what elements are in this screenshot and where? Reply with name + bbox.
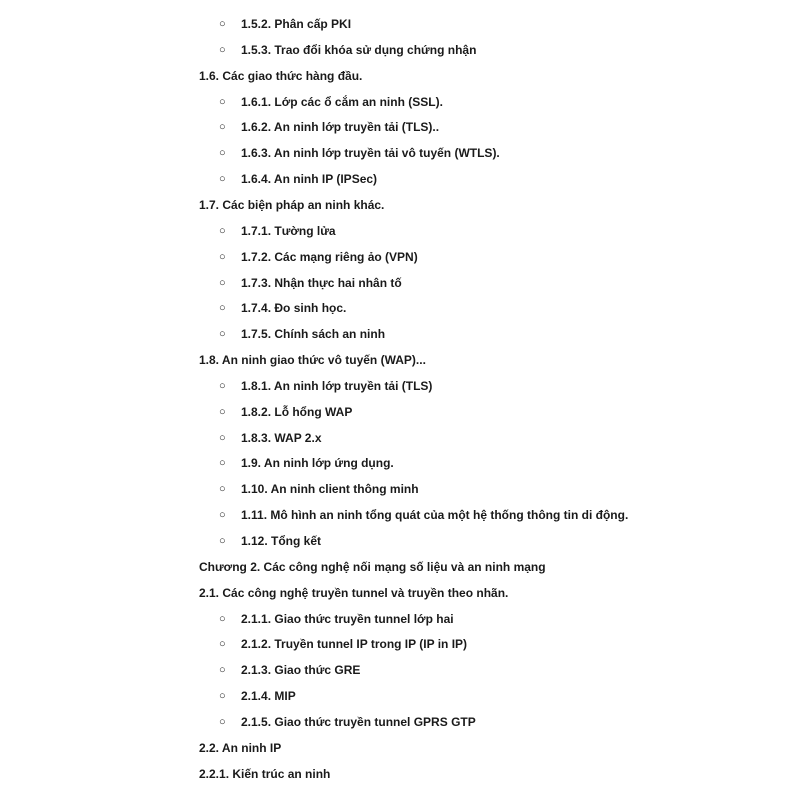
toc-entry-text: 1.7.2. Các mạng riêng ảo (VPN) xyxy=(241,250,418,264)
toc-entry-text: 1.7.4. Đo sinh học. xyxy=(241,301,347,315)
bullet-circle-icon: ○ xyxy=(219,96,226,108)
bullet-circle-icon: ○ xyxy=(219,147,226,159)
toc-entry-text: 2.1.4. MIP xyxy=(241,689,296,703)
bullet-circle-icon: ○ xyxy=(219,432,226,444)
bullet-circle-icon: ○ xyxy=(219,277,226,289)
toc-entry-text: 1.6.3. An ninh lớp truyền tải vô tuyến (WTLS). xyxy=(241,146,500,160)
bullet-circle-icon: ○ xyxy=(219,509,226,521)
toc-entry-text: 1.8.1. An ninh lớp truyền tải (TLS) xyxy=(241,379,433,393)
toc-entry-text: 1.7.5. Chính sách an ninh xyxy=(241,327,386,341)
toc-entry-text: 2.1.3. Giao thức GRE xyxy=(241,663,361,677)
toc-entry-text: 1.7.3. Nhận thực hai nhân tố xyxy=(241,276,402,290)
bullet-circle-icon: ○ xyxy=(219,535,226,547)
toc-entry-text: 1.8.3. WAP 2.x xyxy=(241,431,322,445)
toc-entry-text: 1.6.2. An ninh lớp truyền tải (TLS).. xyxy=(241,120,440,134)
toc-entry-text: 1.6.1. Lớp các ổ cắm an ninh (SSL). xyxy=(241,95,443,109)
bullet-circle-icon: ○ xyxy=(219,18,226,30)
bullet-circle-icon: ○ xyxy=(219,225,226,237)
bullet-circle-icon: ○ xyxy=(219,406,226,418)
toc-entry-text: 1.7. Các biện pháp an ninh khác. xyxy=(199,198,385,212)
bullet-circle-icon: ○ xyxy=(219,457,226,469)
toc-entry-text: 1.8. An ninh giao thức vô tuyến (WAP)... xyxy=(199,353,426,367)
bullet-circle-icon: ○ xyxy=(219,483,226,495)
toc-entry-text: 2.1.5. Giao thức truyền tunnel GPRS GTP xyxy=(241,715,476,729)
toc-entry-text: 1.12. Tổng kết xyxy=(241,534,322,548)
toc-entry-text: 1.6.4. An ninh IP (IPSec) xyxy=(241,172,378,186)
bullet-circle-icon: ○ xyxy=(219,716,226,728)
toc-entry-text: 1.10. An ninh client thông minh xyxy=(241,482,419,496)
bullet-circle-icon: ○ xyxy=(219,302,226,314)
toc-entry-text: 2.2.1. Kiến trúc an ninh xyxy=(199,767,331,781)
bullet-circle-icon: ○ xyxy=(219,664,226,676)
bullet-circle-icon: ○ xyxy=(219,44,226,56)
bullet-circle-icon: ○ xyxy=(219,328,226,340)
toc-entry-text: 1.8.2. Lỗ hổng WAP xyxy=(241,405,353,419)
toc-entry-text: 2.1.1. Giao thức truyền tunnel lớp hai xyxy=(241,612,454,626)
toc-entry-text: 1.5.2. Phân cấp PKI xyxy=(241,17,352,31)
toc-entry-text: 2.2. An ninh IP xyxy=(199,741,282,755)
toc-entry-text: 1.5.3. Trao đổi khóa sử dụng chứng nhận xyxy=(241,43,477,57)
toc-entry-text: 1.9. An ninh lớp ứng dụng. xyxy=(241,456,394,470)
toc-entry-text: 1.7.1. Tường lửa xyxy=(241,224,336,238)
bullet-circle-icon: ○ xyxy=(219,251,226,263)
toc-entry-text: Chương 2. Các công nghệ nối mạng số liệu và an ninh mạng xyxy=(199,560,546,574)
toc-entry-text: 1.11. Mô hình an ninh tổng quát của một hệ thống thông tin di động. xyxy=(241,508,629,522)
bullet-circle-icon: ○ xyxy=(219,121,226,133)
bullet-circle-icon: ○ xyxy=(219,380,226,392)
bullet-circle-icon: ○ xyxy=(219,173,226,185)
bullet-circle-icon: ○ xyxy=(219,613,226,625)
bullet-circle-icon: ○ xyxy=(219,690,226,702)
toc-entry-text: 1.6. Các giao thức hàng đầu. xyxy=(199,69,363,83)
toc-entry-text: 2.1. Các công nghệ truyền tunnel và truyền theo nhãn. xyxy=(199,586,509,600)
bullet-circle-icon: ○ xyxy=(219,638,226,650)
toc-entry-text: 2.1.2. Truyền tunnel IP trong IP (IP in IP) xyxy=(241,637,468,651)
